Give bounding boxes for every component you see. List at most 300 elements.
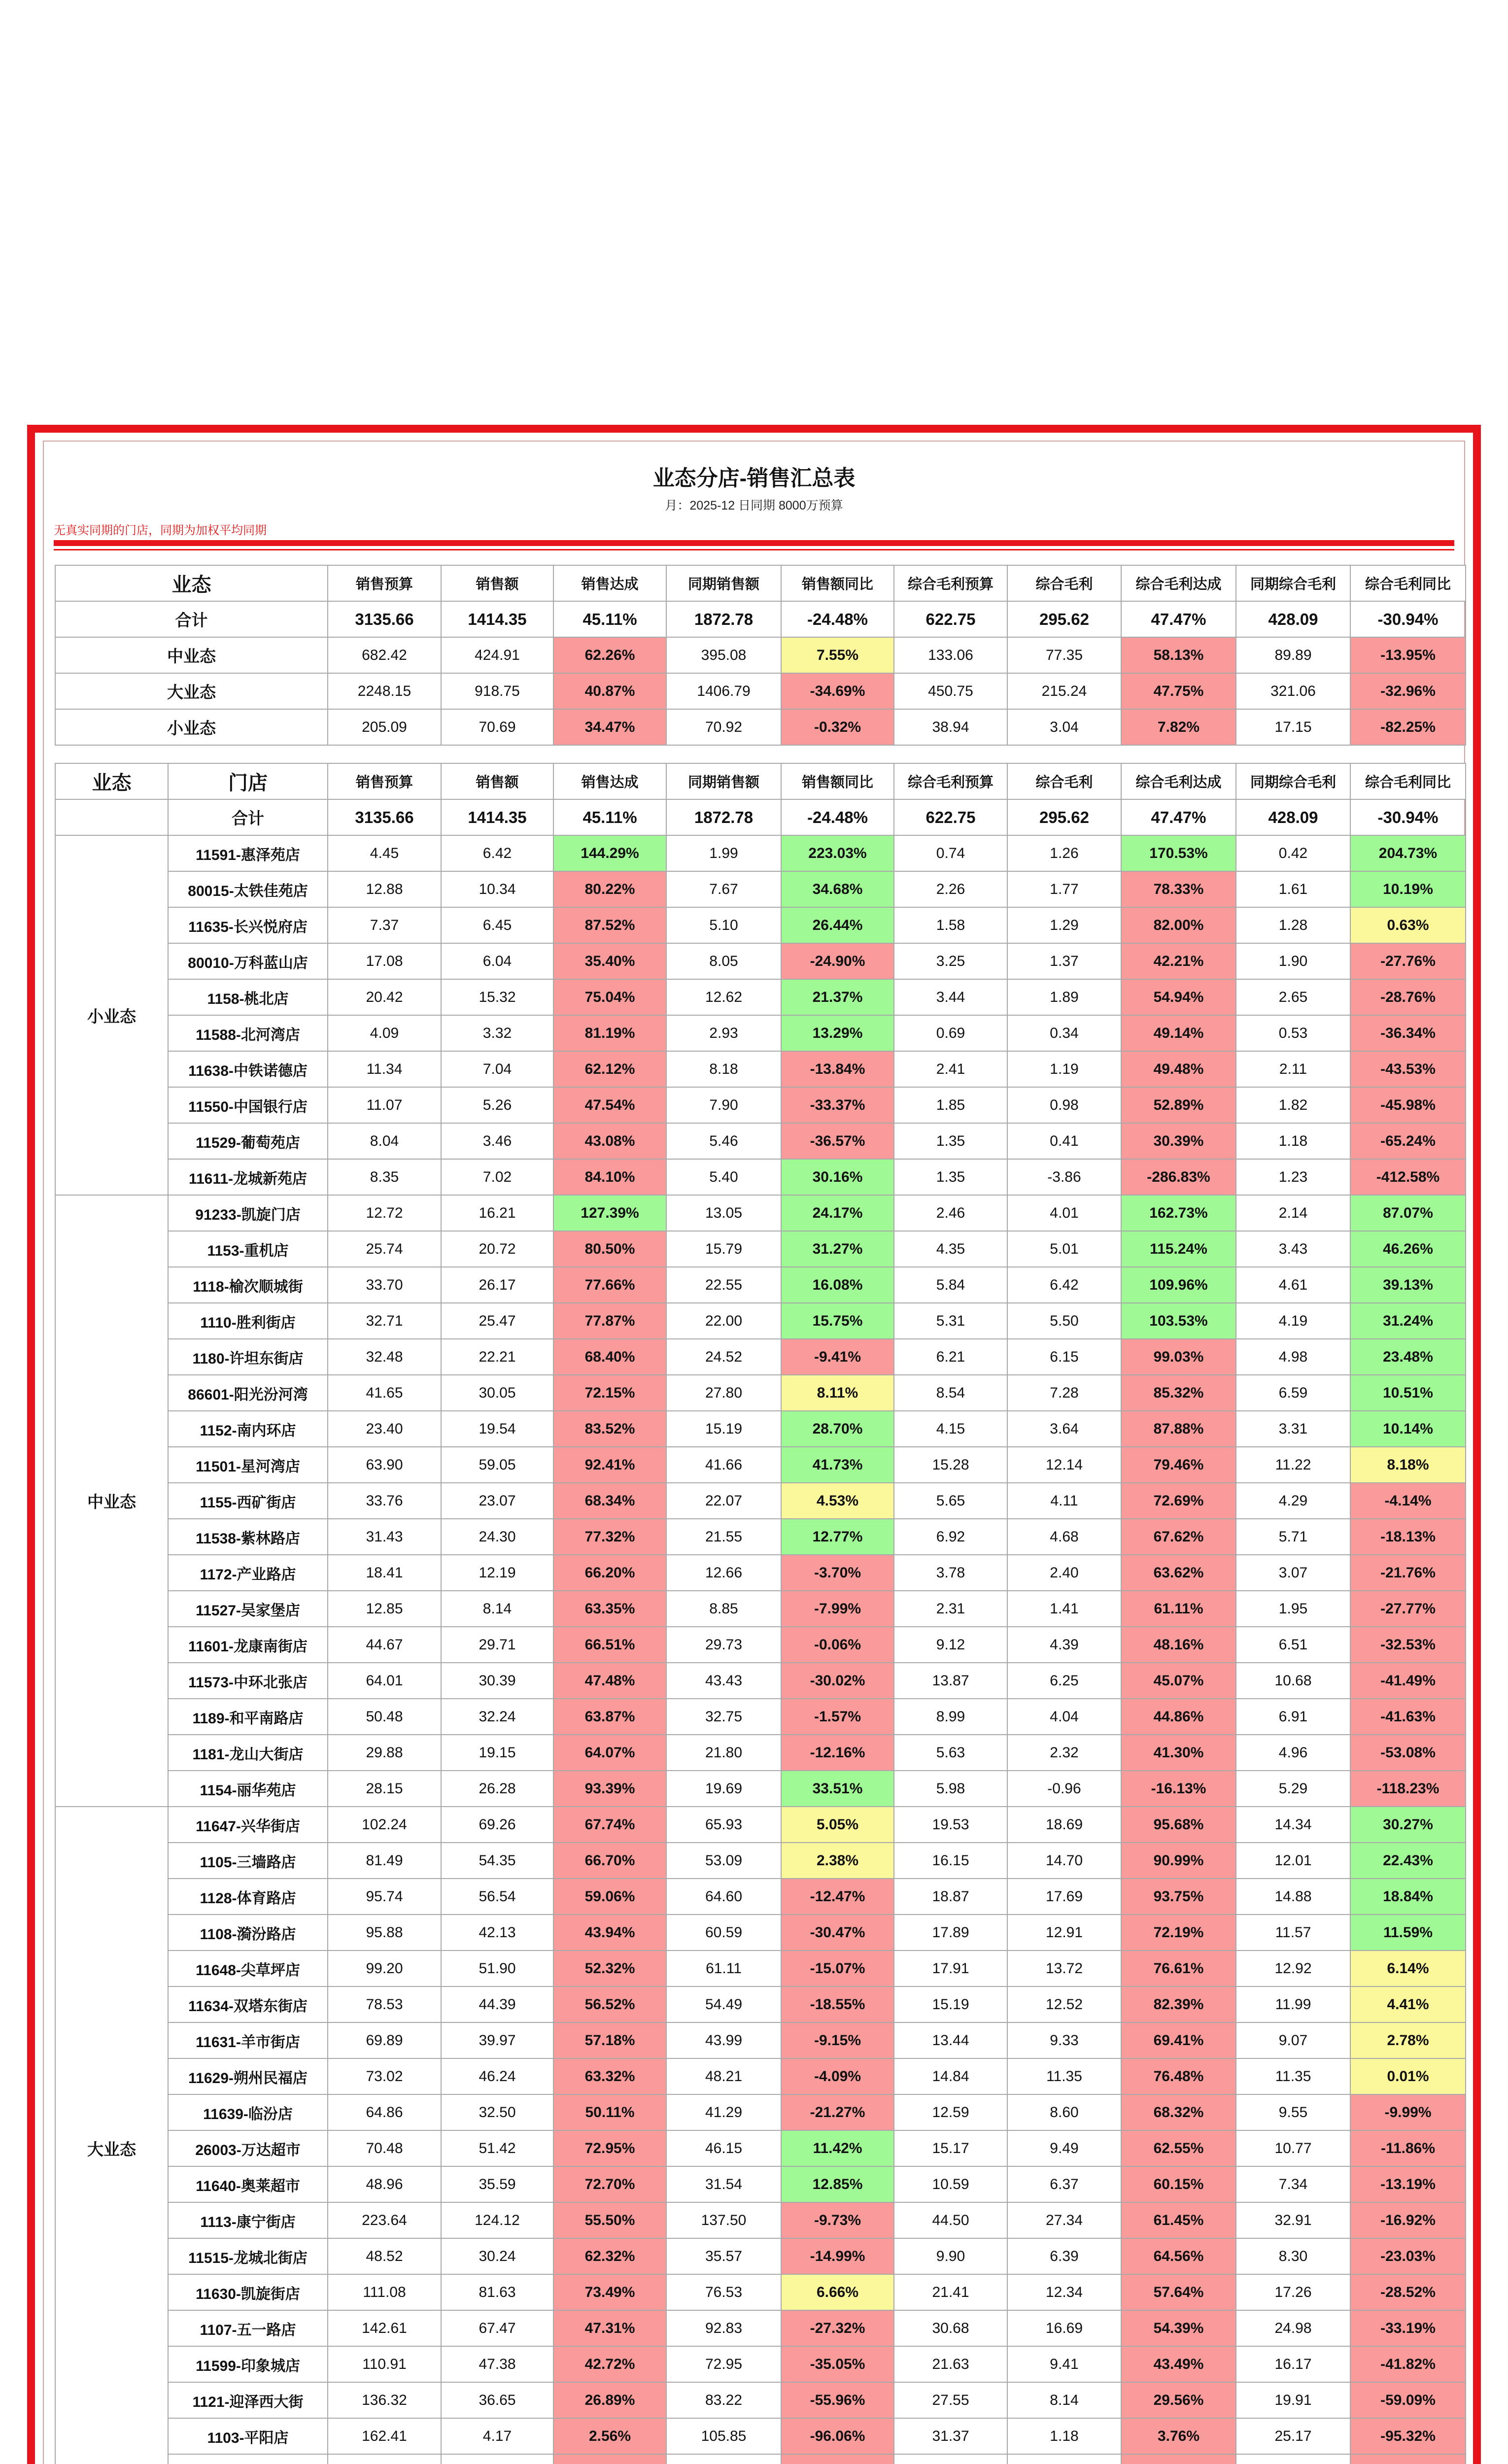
detail-cell-gp-budget: 31.37 — [894, 2418, 1007, 2454]
detail-cell-sales: 7.04 — [441, 1051, 553, 1087]
detail-cell-gross-profit: 27.34 — [1007, 2202, 1121, 2238]
detail-cell-gross-profit: 0.41 — [1007, 1123, 1121, 1159]
detail-cell-sales: 25.47 — [441, 1303, 553, 1339]
report-inner-frame — [43, 441, 1465, 2464]
detail-cell-sales-achievement: 80.22% — [553, 871, 666, 907]
summary-cell-gp-budget: 622.75 — [894, 601, 1007, 637]
summary-cell-gp-achievement: 58.13% — [1121, 637, 1236, 673]
detail-cell-sales-achievement: 83.52% — [553, 1411, 666, 1447]
detail-cell-store: 1113-康宁街店 — [168, 2202, 328, 2238]
detail-cell-ly-sales: 15.79 — [666, 1231, 781, 1267]
detail-cell-gp-yoy: -65.24% — [1350, 1123, 1466, 1159]
detail-cell-ly-sales: 54.49 — [666, 1986, 781, 2022]
detail-cell-ly-gross-profit: 1.28 — [1236, 907, 1350, 943]
detail-cell-store: 11591-惠泽苑店 — [168, 835, 328, 871]
detail-cell-sales-achievement: 72.15% — [553, 1375, 666, 1411]
detail-cell-ly-sales: 7.90 — [666, 1087, 781, 1123]
detail-cell-sales-yoy: -24.90% — [781, 943, 894, 979]
detail-cell-gross-profit: 5.50 — [1007, 1303, 1121, 1339]
detail-cell-sales: 26.28 — [441, 1771, 553, 1807]
detail-cell-ly-gross-profit: 6.51 — [1236, 1627, 1350, 1663]
detail-header-gp-achievement: 综合毛利达成 — [1121, 763, 1236, 799]
detail-cell-gross-profit: 6.39 — [1007, 2238, 1121, 2274]
summary-cell-gp-budget: 38.94 — [894, 709, 1007, 745]
summary-cell-sales-budget: 3135.66 — [328, 601, 441, 637]
detail-cell-ly-sales: 76.53 — [666, 2274, 781, 2310]
detail-cell-sales-budget: 44.67 — [328, 1627, 441, 1663]
detail-cell-sales-yoy: -1.57% — [781, 1699, 894, 1735]
detail-cell-sales-yoy: -4.09% — [781, 2058, 894, 2094]
detail-cell-sales-achievement: 56.52% — [553, 1986, 666, 2022]
detail-cell-sales-achievement: 63.87% — [553, 1699, 666, 1735]
detail-cell-gp-yoy: -4.14% — [1350, 1483, 1466, 1519]
summary-cell-gp-achievement: 47.47% — [1121, 601, 1236, 637]
detail-cell-gp-achievement: 103.53% — [1121, 1303, 1236, 1339]
detail-cell-gp-yoy: 87.07% — [1350, 1195, 1466, 1231]
detail-row — [55, 1051, 1466, 1087]
detail-cell-gp-achievement: 162.73% — [1121, 1195, 1236, 1231]
detail-cell-sales-budget: 11.34 — [328, 1051, 441, 1087]
detail-cell-gp-budget: 15.17 — [894, 2130, 1007, 2166]
detail-cell-sales-budget: 95.74 — [328, 1879, 441, 1915]
summary-header-row — [55, 565, 1466, 601]
detail-cell-sales-achievement: 80.50% — [553, 1231, 666, 1267]
detail-cell-store: 11599-印象城店 — [168, 2346, 328, 2382]
detail-cell-gp-budget: 4.35 — [894, 1231, 1007, 1267]
detail-cell-sales-achievement: 77.87% — [553, 1303, 666, 1339]
detail-cell-store: 1181-龙山大街店 — [168, 1735, 328, 1771]
detail-cell-sales: 23.07 — [441, 1483, 553, 1519]
detail-cell-gp-yoy: 39.13% — [1350, 1267, 1466, 1303]
detail-cell-gp-yoy: 10.19% — [1350, 871, 1466, 907]
detail-cell-gross-profit: 1.19 — [1007, 1051, 1121, 1087]
summary-cell-ly-gross-profit: 17.15 — [1236, 709, 1350, 745]
detail-row — [55, 2346, 1466, 2382]
summary-body — [55, 601, 1466, 745]
summary-header-gp-budget: 综合毛利预算 — [894, 565, 1007, 601]
detail-cell-store: 11601-龙康南街店 — [168, 1627, 328, 1663]
detail-total-gp-yoy: -30.94% — [1350, 799, 1466, 835]
detail-cell-gp-yoy: -28.52% — [1350, 2274, 1466, 2310]
detail-cell-store: 11527-吴家堡店 — [168, 1591, 328, 1627]
detail-cell-ly-sales: 21.80 — [666, 1735, 781, 1771]
detail-cell-store: 91233-凯旋门店 — [168, 1195, 328, 1231]
detail-cell-sales-budget: 33.70 — [328, 1267, 441, 1303]
detail-cell-sales-budget: 4.45 — [328, 835, 441, 871]
detail-cell-sales: 47.38 — [441, 2346, 553, 2382]
summary-cell-gp-achievement: 47.75% — [1121, 673, 1236, 709]
detail-cell-sales-budget: 81.49 — [328, 1843, 441, 1879]
detail-cell-gp-yoy: -21.76% — [1350, 1555, 1466, 1591]
detail-cell-sales: 51.42 — [441, 2130, 553, 2166]
detail-cell-sales: 124.12 — [441, 2202, 553, 2238]
detail-cell-gp-achievement: 85.32% — [1121, 1375, 1236, 1411]
detail-cell-sales: 19.54 — [441, 1411, 553, 1447]
detail-cell-sales-achievement: 87.52% — [553, 907, 666, 943]
detail-cell-ly-sales: 53.09 — [666, 1843, 781, 1879]
detail-cell-gross-profit: 1.29 — [1007, 907, 1121, 943]
detail-cell-gp-achievement: 68.32% — [1121, 2094, 1236, 2130]
detail-cell-ly-gross-profit: 4.96 — [1236, 1735, 1350, 1771]
detail-cell-sales-yoy: -9.41% — [781, 1339, 894, 1375]
detail-cell-store: 80015-太铁佳苑店 — [168, 871, 328, 907]
detail-cell-sales-achievement: 68.34% — [553, 1483, 666, 1519]
detail-cell-sales-yoy: -14.99% — [781, 2238, 894, 2274]
detail-cell-gp-yoy: -33.19% — [1350, 2310, 1466, 2346]
detail-cell-gp-yoy: 31.24% — [1350, 1303, 1466, 1339]
detail-cell-sales: 29.71 — [441, 1627, 553, 1663]
detail-cell-sales-budget: 7.37 — [328, 907, 441, 943]
detail-segment-label: 中业态 — [55, 1195, 168, 1807]
detail-cell-ly-gross-profit: 12.01 — [1236, 1843, 1350, 1879]
detail-cell-sales-budget: 70.48 — [328, 2130, 441, 2166]
detail-cell-sales-yoy: -33.37% — [781, 1087, 894, 1123]
detail-cell-store: 86601-阳光汾河湾 — [168, 1375, 328, 1411]
detail-cell-sales: 7.02 — [441, 1159, 553, 1195]
summary-header-sales-budget: 销售预算 — [328, 565, 441, 601]
detail-cell-gp-achievement: -16.13% — [1121, 1771, 1236, 1807]
detail-cell-sales-achievement: 144.29% — [553, 835, 666, 871]
detail-cell-sales: 42.13 — [441, 1915, 553, 1951]
detail-cell-sales: 67.47 — [441, 2310, 553, 2346]
detail-cell-sales-achievement: 2.56% — [553, 2418, 666, 2454]
detail-cell-ly-sales: 31.54 — [666, 2166, 781, 2202]
detail-cell-sales: 16.21 — [441, 1195, 553, 1231]
detail-header-store: 门店 — [168, 763, 328, 799]
summary-cell-gp-yoy: -82.25% — [1350, 709, 1466, 745]
detail-cell-gp-yoy: 2.78% — [1350, 2022, 1466, 2058]
detail-cell-ly-sales: 41.66 — [666, 1447, 781, 1483]
detail-cell-sales: 39.97 — [441, 2022, 553, 2058]
detail-cell-gp-yoy: 23.48% — [1350, 1339, 1466, 1375]
detail-cell-gp-yoy: 46.26% — [1350, 1231, 1466, 1267]
detail-cell-ly-gross-profit: 10.77 — [1236, 2130, 1350, 2166]
detail-cell-gp-achievement: 48.16% — [1121, 1627, 1236, 1663]
detail-cell-ly-sales: 8.85 — [666, 1591, 781, 1627]
detail-cell-ly-sales: 92.83 — [666, 2310, 781, 2346]
detail-cell-gross-profit: 4.04 — [1007, 1699, 1121, 1735]
detail-cell-ly-sales: 19.69 — [666, 1771, 781, 1807]
detail-cell-gp-achievement: 69.41% — [1121, 2022, 1236, 2058]
detail-cell-ly-gross-profit: 12.92 — [1236, 1951, 1350, 1986]
detail-cell-sales-yoy: 8.11% — [781, 1375, 894, 1411]
detail-cell-gp-achievement: 61.11% — [1121, 1591, 1236, 1627]
detail-cell-gross-profit: 12.34 — [1007, 2274, 1121, 2310]
detail-total-sales-yoy: -24.48% — [781, 799, 894, 835]
detail-cell-store: 1118-榆次顺城街 — [168, 1267, 328, 1303]
detail-cell-ly-gross-profit: 4.29 — [1236, 1483, 1350, 1519]
detail-cell-ly-sales: 43.99 — [666, 2022, 781, 2058]
detail-cell-sales-budget: 29.88 — [328, 1735, 441, 1771]
detail-cell-gross-profit: -3.86 — [1007, 1159, 1121, 1195]
detail-cell-sales-yoy: 26.44% — [781, 907, 894, 943]
detail-cell-gp-yoy: -9.99% — [1350, 2094, 1466, 2130]
detail-cell-gross-profit: 16.69 — [1007, 2310, 1121, 2346]
detail-cell-gp-achievement: 67.62% — [1121, 1519, 1236, 1555]
detail-cell-sales: 35.59 — [441, 2166, 553, 2202]
detail-cell-gross-profit: 9.49 — [1007, 2130, 1121, 2166]
detail-cell-gross-profit: 4.01 — [1007, 1195, 1121, 1231]
detail-total-gp-achievement: 47.47% — [1121, 799, 1236, 835]
detail-cell-sales-achievement: 43.94% — [553, 1915, 666, 1951]
detail-cell-gp-achievement: 42.21% — [1121, 943, 1236, 979]
detail-cell-sales-achievement: 42.72% — [553, 2346, 666, 2382]
detail-cell-sales-budget: 63.90 — [328, 1447, 441, 1483]
detail-header-row — [55, 763, 1466, 799]
detail-cell-ly-sales: 22.07 — [666, 1483, 781, 1519]
detail-cell-gross-profit: 6.25 — [1007, 1663, 1121, 1699]
detail-cell-ly-gross-profit: 25.17 — [1236, 2418, 1350, 2454]
detail-cell-ly-sales: 24.52 — [666, 1339, 781, 1375]
detail-cell-sales-achievement: 84.10% — [553, 1159, 666, 1195]
detail-cell-sales-yoy: 5.05% — [781, 1807, 894, 1843]
detail-cell-sales-yoy: -30.02% — [781, 1663, 894, 1699]
summary-cell-segment: 合计 — [55, 601, 328, 637]
detail-cell-gp-yoy: -18.13% — [1350, 1519, 1466, 1555]
detail-cell-ly-sales: 41.29 — [666, 2094, 781, 2130]
detail-cell-gp-budget: 13.44 — [894, 2022, 1007, 2058]
detail-row — [55, 2022, 1466, 2058]
detail-cell-gross-profit: 0.34 — [1007, 1015, 1121, 1051]
summary-cell-sales: 70.69 — [441, 709, 553, 745]
summary-cell-ly-gross-profit: 428.09 — [1236, 601, 1350, 637]
detail-cell-gross-profit: 1.77 — [1007, 871, 1121, 907]
detail-cell-gp-achievement: 82.00% — [1121, 907, 1236, 943]
detail-cell-gross-profit: 12.91 — [1007, 1915, 1121, 1951]
detail-header-gross-profit: 综合毛利 — [1007, 763, 1121, 799]
detail-cell-ly-gross-profit: 5.29 — [1236, 1771, 1350, 1807]
summary-cell-gross-profit: 3.04 — [1007, 709, 1121, 745]
detail-cell-store: 11515-龙城北街店 — [168, 2238, 328, 2274]
detail-cell-ly-sales: 27.80 — [666, 1375, 781, 1411]
detail-row — [55, 2274, 1466, 2310]
detail-cell-gp-budget: 15.19 — [894, 1986, 1007, 2022]
detail-cell-gp-yoy: -53.08% — [1350, 1735, 1466, 1771]
detail-cell-gp-yoy: 8.18% — [1350, 1447, 1466, 1483]
detail-cell-sales-achievement: 73.49% — [553, 2274, 666, 2310]
detail-row — [55, 1231, 1466, 1267]
detail-cell-gross-profit: 12.52 — [1007, 1986, 1121, 2022]
detail-cell-sales-yoy: -9.73% — [781, 2202, 894, 2238]
detail-cell-gp-achievement: 62.55% — [1121, 2130, 1236, 2166]
summary-cell-sales-yoy: 7.55% — [781, 637, 894, 673]
detail-cell-sales-yoy: 31.27% — [781, 1231, 894, 1267]
detail-cell-sales-budget: 18.41 — [328, 1555, 441, 1591]
detail-cell-sales: 4.17 — [441, 2418, 553, 2454]
detail-cell-ly-gross-profit: 2.11 — [1236, 1051, 1350, 1087]
detail-cell-sales: 6.04 — [441, 943, 553, 979]
detail-cell-sales-yoy: 12.77% — [781, 1519, 894, 1555]
detail-cell-gross-profit: 13.72 — [1007, 1951, 1121, 1986]
detail-row — [55, 1735, 1466, 1771]
detail-cell-sales: 69.26 — [441, 1807, 553, 1843]
detail-cell-store: 1158-桃北店 — [168, 979, 328, 1015]
detail-cell-ly-gross-profit: 6.91 — [1236, 1699, 1350, 1735]
detail-cell-sales: 6.42 — [441, 835, 553, 871]
detail-cell-gp-yoy: -27.76% — [1350, 943, 1466, 979]
detail-cell-ly-sales: 32.75 — [666, 1699, 781, 1735]
detail-cell-gp-achievement: 49.48% — [1121, 1051, 1236, 1087]
detail-cell-gp-achievement: 76.61% — [1121, 1951, 1236, 1986]
summary-header-sales: 销售额 — [441, 565, 553, 601]
detail-cell-gp-achievement: 43.49% — [1121, 2346, 1236, 2382]
detail-cell-sales-yoy: -0.06% — [781, 1627, 894, 1663]
detail-cell-ly-gross-profit: 3.07 — [1236, 1555, 1350, 1591]
summary-cell-gp-budget: 133.06 — [894, 637, 1007, 673]
detail-cell-ly-sales: 8.05 — [666, 943, 781, 979]
detail-cell-store: 1128-体育路店 — [168, 1879, 328, 1915]
detail-cell-gp-achievement: 52.89% — [1121, 1087, 1236, 1123]
detail-cell-sales-budget: 12.85 — [328, 1591, 441, 1627]
detail-cell-ly-sales: 12.62 — [666, 979, 781, 1015]
detail-row — [55, 1555, 1466, 1591]
detail-cell-gp-yoy: 22.43% — [1350, 1843, 1466, 1879]
report-frame — [27, 425, 1481, 2464]
summary-header-gp-yoy: 综合毛利同比 — [1350, 565, 1466, 601]
detail-cell-store: 11635-长兴悦府店 — [168, 907, 328, 943]
summary-cell-sales-achievement: 40.87% — [553, 673, 666, 709]
detail-cell-sales: 32.50 — [441, 2094, 553, 2130]
detail-cell-sales-achievement: 47.54% — [553, 1087, 666, 1123]
detail-cell-gp-achievement: 64.56% — [1121, 2238, 1236, 2274]
detail-row — [55, 1267, 1466, 1303]
detail-cell-ly-gross-profit: 1.18 — [1236, 1123, 1350, 1159]
detail-cell-store: 11538-紫林路店 — [168, 1519, 328, 1555]
detail-cell-sales-budget: 12.88 — [328, 871, 441, 907]
detail-cell-sales-achievement: 57.18% — [553, 2022, 666, 2058]
detail-cell-sales: 19.15 — [441, 1735, 553, 1771]
detail-header-sales-achievement: 销售达成 — [553, 763, 666, 799]
detail-cell-gross-profit: 18.69 — [1007, 1807, 1121, 1843]
summary-cell-sales: 424.91 — [441, 637, 553, 673]
detail-cell-sales-yoy: 41.73% — [781, 1447, 894, 1483]
detail-cell-store: 1121-迎泽西大街 — [168, 2382, 328, 2418]
detail-cell-ly-gross-profit: 6.59 — [1236, 1375, 1350, 1411]
detail-cell-sales — [441, 2454, 553, 2464]
detail-cell-sales: 81.63 — [441, 2274, 553, 2310]
detail-cell-gross-profit: 2.40 — [1007, 1555, 1121, 1591]
summary-header-gp-achievement: 综合毛利达成 — [1121, 565, 1236, 601]
detail-cell-sales-achievement — [553, 2454, 666, 2464]
detail-cell-gp-budget: 18.87 — [894, 1879, 1007, 1915]
detail-cell-ly-sales: 65.93 — [666, 1807, 781, 1843]
detail-cell-gp-budget: 8.99 — [894, 1699, 1007, 1735]
detail-cell-gp-budget: 17.89 — [894, 1915, 1007, 1951]
detail-cell-gross-profit: 8.60 — [1007, 2094, 1121, 2130]
detail-cell-sales: 5.26 — [441, 1087, 553, 1123]
detail-cell-ly-gross-profit: 0.53 — [1236, 1015, 1350, 1051]
detail-cell-ly-sales: 61.11 — [666, 1951, 781, 1986]
detail-cell-gp-achievement: 54.94% — [1121, 979, 1236, 1015]
detail-cell-store: 1108-漪汾路店 — [168, 1915, 328, 1951]
detail-cell-gross-profit: 1.41 — [1007, 1591, 1121, 1627]
detail-cell-gp-budget: 4.15 — [894, 1411, 1007, 1447]
detail-cell-gp-yoy: -41.63% — [1350, 1699, 1466, 1735]
detail-cell-gp-achievement: 30.39% — [1121, 1123, 1236, 1159]
detail-cell-ly-gross-profit: 0.42 — [1236, 835, 1350, 871]
detail-row — [55, 1663, 1466, 1699]
detail-header-gp-budget: 综合毛利预算 — [894, 763, 1007, 799]
detail-cell-sales: 30.05 — [441, 1375, 553, 1411]
detail-cell-sales-budget: 223.64 — [328, 2202, 441, 2238]
detail-cell-gross-profit: 6.37 — [1007, 2166, 1121, 2202]
detail-cell-sales-yoy: 4.53% — [781, 1483, 894, 1519]
detail-cell-store: 11631-羊市街店 — [168, 2022, 328, 2058]
detail-cell-gp-budget: 0.74 — [894, 835, 1007, 871]
detail-cell-ly-sales: 35.57 — [666, 2238, 781, 2274]
detail-row — [55, 1843, 1466, 1879]
detail-cell-gp-achievement: 45.07% — [1121, 1663, 1236, 1699]
detail-cell-ly-sales: 1.99 — [666, 835, 781, 871]
summary-cell-sales-achievement: 34.47% — [553, 709, 666, 745]
detail-cell-store: 26003-万达超市 — [168, 2130, 328, 2166]
detail-row — [55, 1879, 1466, 1915]
detail-cell-gp-budget: 6.92 — [894, 1519, 1007, 1555]
detail-cell-sales-yoy: -7.99% — [781, 1591, 894, 1627]
detail-cell-ly-sales: 64.60 — [666, 1879, 781, 1915]
detail-cell-gp-yoy: -23.03% — [1350, 2238, 1466, 2274]
detail-cell-gp-budget: 5.63 — [894, 1735, 1007, 1771]
detail-cell-gp-budget: 12.59 — [894, 2094, 1007, 2130]
detail-row — [55, 1015, 1466, 1051]
detail-cell-sales-achievement: 92.41% — [553, 1447, 666, 1483]
detail-cell-gp-yoy: 18.84% — [1350, 1879, 1466, 1915]
summary-cell-ly-sales: 1872.78 — [666, 601, 781, 637]
detail-cell-sales: 30.24 — [441, 2238, 553, 2274]
summary-cell-ly-gross-profit: 321.06 — [1236, 673, 1350, 709]
detail-cell-sales: 3.46 — [441, 1123, 553, 1159]
detail-cell-sales-budget: 64.86 — [328, 2094, 441, 2130]
detail-cell-ly-gross-profit: 32.91 — [1236, 2202, 1350, 2238]
detail-cell-sales: 26.17 — [441, 1267, 553, 1303]
detail-cell-gross-profit: 14.70 — [1007, 1843, 1121, 1879]
detail-cell-sales-budget: 32.71 — [328, 1303, 441, 1339]
detail-cell-ly-gross-profit: 1.90 — [1236, 943, 1350, 979]
detail-cell-sales: 30.39 — [441, 1663, 553, 1699]
detail-cell-sales-achievement: 67.74% — [553, 1807, 666, 1843]
detail-cell-ly-gross-profit: 10.68 — [1236, 1663, 1350, 1699]
detail-cell-sales-budget: 48.96 — [328, 2166, 441, 2202]
detail-cell-sales-budget: 142.61 — [328, 2310, 441, 2346]
summary-cell-gp-yoy: -32.96% — [1350, 673, 1466, 709]
summary-header-gross-profit: 综合毛利 — [1007, 565, 1121, 601]
detail-cell-sales-yoy: 21.37% — [781, 979, 894, 1015]
detail-cell-gp-budget: 5.98 — [894, 1771, 1007, 1807]
detail-cell-sales-achievement: 55.50% — [553, 2202, 666, 2238]
detail-header-sales-budget: 销售预算 — [328, 763, 441, 799]
detail-cell-sales-budget: 95.88 — [328, 1915, 441, 1951]
detail-cell-store: 11648-尖草坪店 — [168, 1951, 328, 1986]
detail-cell-gp-yoy: 204.73% — [1350, 835, 1466, 871]
detail-cell-sales: 22.21 — [441, 1339, 553, 1375]
detail-cell-gross-profit: 0.98 — [1007, 1087, 1121, 1123]
detail-total-sales-achievement: 45.11% — [553, 799, 666, 835]
detail-cell-sales-yoy: 12.85% — [781, 2166, 894, 2202]
detail-body — [55, 799, 1466, 2464]
detail-cell-gross-profit: 9.41 — [1007, 2346, 1121, 2382]
detail-header-segment: 业态 — [55, 763, 168, 799]
detail-cell-sales-yoy: -30.47% — [781, 1915, 894, 1951]
detail-cell-store: 11573-中环北张店 — [168, 1663, 328, 1699]
detail-cell-sales-budget: 111.08 — [328, 2274, 441, 2310]
detail-cell-gp-budget: 1.35 — [894, 1159, 1007, 1195]
detail-cell-gp-budget: 0.69 — [894, 1015, 1007, 1051]
detail-cell-sales: 54.35 — [441, 1843, 553, 1879]
detail-total-gp-budget: 622.75 — [894, 799, 1007, 835]
detail-row — [55, 1807, 1466, 1843]
detail-cell-gp-budget: 16.15 — [894, 1843, 1007, 1879]
detail-header-ly-gross-profit: 同期综合毛利 — [1236, 763, 1350, 799]
